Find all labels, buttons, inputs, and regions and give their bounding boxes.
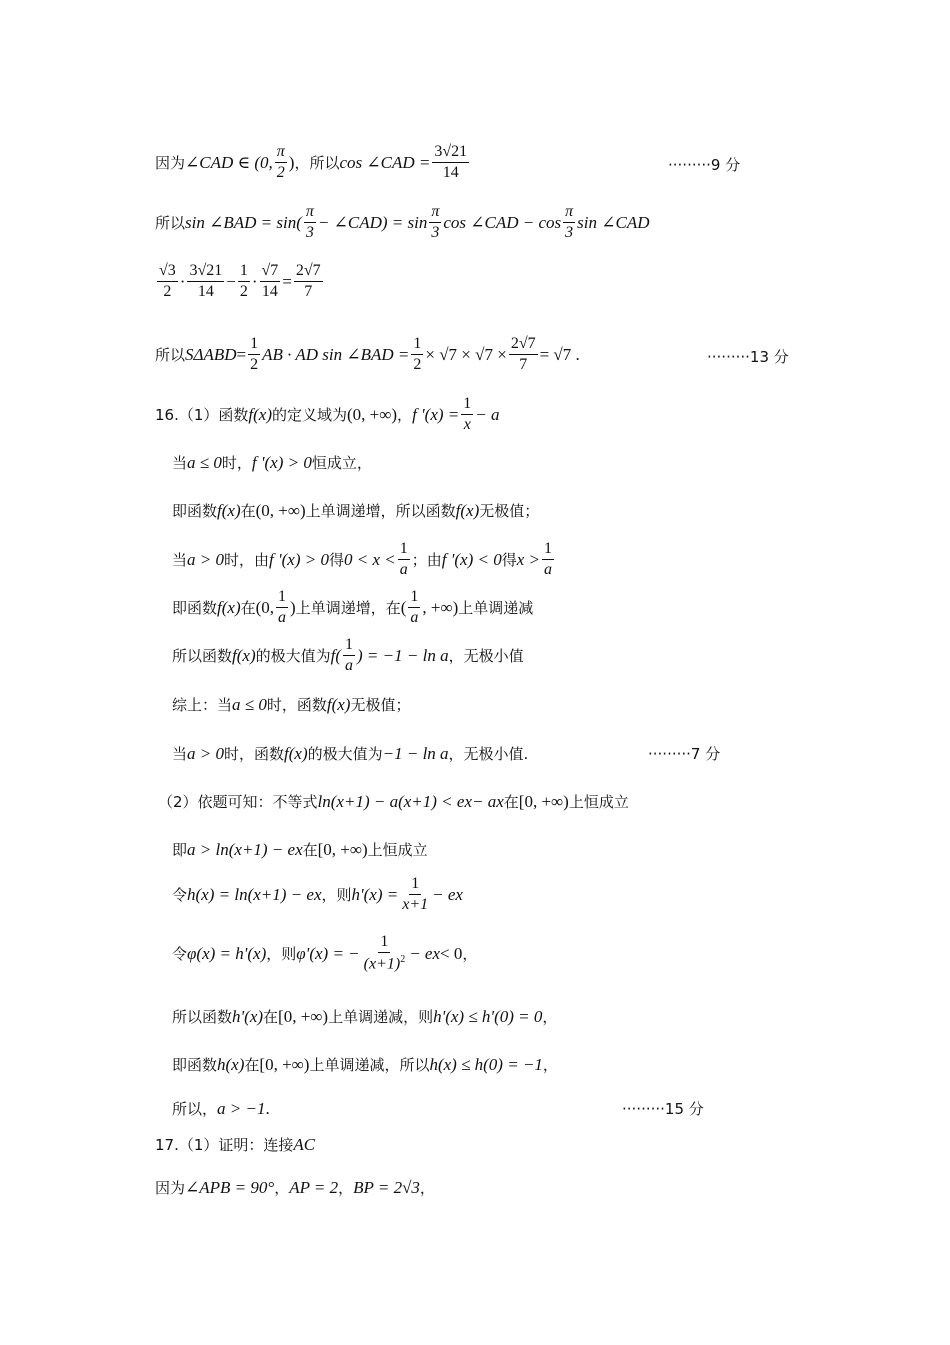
line-cos-cad: [155, 143, 471, 183]
text: ，: [419, 1179, 435, 1197]
denominator: 14: [261, 283, 278, 301]
text: 的定义域为: [272, 406, 348, 425]
math: AC: [293, 1134, 316, 1154]
text: ，: [542, 1008, 558, 1026]
line-area: [155, 335, 580, 375]
numerator: π: [563, 203, 575, 223]
line-equivalent: [172, 839, 428, 860]
text: ，: [542, 1056, 558, 1074]
fraction: [398, 540, 410, 580]
denominator: a: [345, 657, 354, 675]
text: 在: [503, 793, 519, 811]
text: 所以，: [172, 1100, 218, 1118]
math: (0, +∞): [255, 500, 306, 520]
numerator: 1: [542, 540, 554, 560]
text: ，则: [266, 945, 297, 964]
denominator: x+1: [402, 896, 429, 914]
math: cos ∠CAD =: [339, 152, 431, 172]
text: 综上：当: [172, 696, 233, 714]
score-mark: ·········15 分: [622, 1100, 704, 1118]
denominator: 2: [250, 356, 259, 374]
denominator: 3: [565, 224, 574, 242]
denominator: a: [399, 561, 408, 579]
numerator: 1: [398, 540, 410, 560]
math: h'(x) =: [351, 884, 399, 904]
numerator: 1: [248, 335, 260, 355]
math: AB · AD sin ∠BAD =: [262, 344, 410, 364]
line-increasing: [172, 500, 539, 521]
text: ，无极小值: [448, 647, 524, 666]
fraction: [362, 933, 408, 974]
numerator: 1: [408, 588, 420, 608]
line-product: [155, 262, 325, 302]
text: ，所以: [294, 154, 340, 173]
math: − ∠CAD) = sin: [317, 212, 428, 232]
fraction: [275, 143, 287, 183]
math: (0, +∞): [347, 404, 398, 424]
numerator: 1: [409, 875, 421, 895]
text: 时，: [221, 454, 252, 472]
text: 所以函数: [172, 1008, 233, 1026]
text: 16.（1）函数: [155, 406, 249, 425]
math: ∠APB = 90°: [185, 1177, 275, 1197]
fraction: [187, 262, 224, 302]
text: .: [265, 1098, 270, 1118]
text: 即: [172, 841, 188, 859]
math: a > −1: [217, 1098, 266, 1118]
math: h(x) ≤ h(0) = −1: [429, 1054, 543, 1074]
math: f(x): [217, 597, 241, 617]
math: f(x): [248, 404, 272, 424]
denominator-base: (x+1): [363, 955, 401, 973]
fraction: [563, 203, 575, 243]
math: h'(x): [232, 1006, 264, 1026]
text: 得: [501, 551, 517, 570]
math: − e: [432, 884, 456, 904]
math: f(x): [232, 645, 256, 665]
line-conclusion: [172, 1098, 270, 1119]
math: f(x): [284, 743, 308, 763]
line-h-prime-decreasing: [172, 1006, 557, 1027]
text: ，: [274, 1179, 290, 1197]
math: BP = 2√3: [353, 1177, 420, 1197]
operator: ·: [251, 271, 258, 291]
denominator-exponent: 2: [400, 954, 406, 966]
superscript: x: [313, 884, 322, 904]
text: 的极大值为: [255, 647, 331, 666]
math: < 0: [440, 943, 463, 963]
text: 上单调递减，则: [328, 1008, 434, 1026]
fraction: [432, 143, 469, 183]
text: 的极大值为: [307, 745, 383, 763]
denominator: 2: [276, 164, 285, 182]
math: [0, +∞): [278, 1006, 329, 1026]
numerator: π: [275, 143, 287, 163]
numerator: π: [304, 203, 316, 223]
text: 时，由: [224, 551, 270, 570]
fraction: [542, 540, 554, 580]
line-max-value: [172, 636, 524, 676]
math: f '(x) =: [412, 404, 460, 424]
math: cos ∠CAD − cos: [443, 212, 562, 232]
line-define-h: [172, 875, 463, 915]
text: ，无极小值.: [448, 745, 529, 763]
fraction: [411, 335, 423, 375]
fraction: [429, 203, 441, 243]
text: 时，函数: [224, 745, 285, 763]
math: − a: [475, 404, 500, 424]
line-16-2: [158, 791, 629, 812]
text: 在: [244, 1056, 260, 1074]
math: a ≤ 0: [187, 452, 222, 472]
text: 当: [172, 551, 188, 570]
denominator: 7: [519, 356, 528, 374]
denominator: 2: [413, 356, 422, 374]
text: 无极值；: [350, 696, 411, 714]
superscript: x: [455, 884, 463, 904]
math: (0,: [255, 597, 275, 617]
text: ，: [338, 1179, 354, 1197]
text: ，: [462, 945, 478, 964]
math: ) = −1 − ln a: [357, 645, 449, 665]
math: f(x): [455, 500, 480, 520]
fraction: [238, 262, 250, 302]
text: 17.（1）证明：连接: [155, 1136, 294, 1154]
text: ；由: [411, 551, 442, 570]
line-summary-1: [172, 694, 410, 715]
text: 上恒成立: [568, 793, 629, 811]
denominator: 14: [197, 283, 214, 301]
line-17-1: [155, 1134, 315, 1155]
math: AP = 2: [289, 1177, 339, 1197]
superscript: x: [432, 943, 441, 963]
math: ): [288, 152, 295, 172]
text: 上单调递增，所以函数: [305, 502, 456, 520]
text: 所以: [155, 214, 186, 233]
line-summary-2: [172, 743, 528, 764]
line-monotonic: [172, 588, 533, 628]
math: = √7 .: [539, 344, 580, 364]
math: (: [400, 597, 407, 617]
operator: =: [282, 271, 292, 291]
math: − e: [409, 943, 433, 963]
denominator: 14: [442, 164, 459, 182]
text: 即函数: [172, 599, 218, 618]
math: h'(x) ≤ h'(0) = 0: [433, 1006, 543, 1026]
math: S: [185, 344, 194, 364]
text: 上单调递增，在: [295, 599, 401, 618]
denominator: 3: [305, 224, 314, 242]
math: x >: [516, 549, 540, 569]
numerator: 1: [378, 933, 390, 953]
text: 令: [172, 886, 188, 905]
math: [0, +∞): [259, 1054, 310, 1074]
numerator: 3√21: [432, 143, 469, 163]
operator: ·: [179, 271, 186, 291]
superscript: x: [295, 839, 303, 859]
denominator: 2: [163, 283, 172, 301]
text: 所以: [155, 346, 186, 365]
fraction: [400, 875, 430, 915]
math: a > 0: [187, 743, 224, 763]
math: ln(x+1) − a(x+1) < e: [317, 791, 465, 811]
numerator: 2√7: [294, 262, 323, 282]
fraction: [304, 203, 316, 243]
text: 得: [328, 551, 344, 570]
math: a > 0: [187, 549, 224, 569]
numerator: √7: [260, 262, 281, 282]
text: 上单调递减，所以: [309, 1056, 430, 1074]
fraction: [461, 395, 473, 435]
numerator: π: [429, 203, 441, 223]
numerator: 1: [461, 395, 473, 415]
denominator: a: [278, 609, 287, 627]
numerator: 1: [343, 636, 355, 656]
math: f '(x) > 0: [251, 452, 312, 472]
text: 上恒成立: [367, 841, 428, 859]
math: h(x) = ln(x+1) − e: [187, 884, 314, 904]
line-sin-bad: [155, 203, 650, 243]
math: f '(x) > 0: [269, 549, 329, 569]
fraction: [276, 588, 288, 628]
math: sin ∠CAD: [577, 212, 650, 232]
math: f '(x) < 0: [441, 549, 502, 569]
superscript: x: [464, 791, 472, 811]
fraction: [248, 335, 260, 375]
math: h(x): [217, 1054, 245, 1074]
line-case-a-le-0: [172, 452, 372, 473]
math: f(x): [326, 694, 351, 714]
numerator: 3√21: [187, 262, 224, 282]
text: 上单调递减: [458, 599, 534, 618]
denominator: 3: [431, 224, 440, 242]
subscript: ΔABD: [193, 344, 237, 364]
math: sin ∠BAD = sin(: [185, 212, 302, 232]
denominator: x: [463, 416, 471, 434]
numerator: 2√7: [509, 335, 538, 355]
math: φ(x) = h'(x): [187, 943, 267, 963]
score-mark: ·········9 分: [668, 156, 741, 174]
text: 因为: [155, 1179, 186, 1197]
line-given: [155, 1177, 435, 1198]
math: f(x): [217, 500, 241, 520]
text: 即函数: [172, 502, 218, 520]
fraction: [157, 262, 178, 302]
math: − ax: [471, 791, 504, 811]
denominator: a: [544, 561, 552, 579]
math: f(: [330, 645, 342, 665]
math: [0, +∞): [518, 791, 569, 811]
math: ∠CAD ∈ (0,: [185, 152, 273, 172]
numerator: 1: [411, 335, 423, 355]
text: 当: [172, 745, 188, 763]
text: ，则: [321, 886, 352, 905]
math: , +∞): [422, 597, 459, 617]
numerator: √3: [157, 262, 178, 282]
math: × √7 × √7 ×: [425, 344, 507, 364]
text: 在: [240, 502, 256, 520]
fraction: [260, 262, 281, 302]
math: 0 < x <: [343, 549, 396, 569]
text: 所以函数: [172, 647, 233, 666]
math: φ'(x) = −: [296, 943, 360, 963]
math: ): [290, 597, 296, 617]
numerator: 1: [276, 588, 288, 608]
text: 当: [172, 454, 188, 472]
text: 即函数: [172, 1056, 218, 1074]
fraction: [509, 335, 538, 375]
text: 令: [172, 945, 188, 964]
text: 恒成立，: [311, 454, 372, 472]
math: =: [236, 344, 247, 364]
math: −1 − ln a: [382, 743, 449, 763]
line-16-1: [155, 395, 500, 435]
math: a ≤ 0: [232, 694, 267, 714]
math: a > ln(x+1) − e: [187, 839, 296, 859]
denominator: [362, 953, 408, 974]
line-h-decreasing: [172, 1054, 558, 1075]
line-define-phi: [172, 933, 477, 974]
text: （2）依题可知：不等式: [158, 793, 318, 811]
denominator: a: [410, 609, 419, 627]
text: ，: [397, 406, 413, 425]
fraction: [408, 588, 420, 628]
fraction: [343, 636, 355, 676]
denominator: 7: [304, 283, 313, 301]
text: 在: [302, 841, 318, 859]
text: 在: [240, 599, 256, 618]
text: 无极值；: [479, 502, 540, 520]
operator: −: [226, 271, 236, 291]
fraction: [294, 262, 323, 302]
text: 在: [263, 1008, 279, 1026]
score-mark: ·········7 分: [648, 745, 721, 763]
text: 因为: [155, 154, 186, 173]
numerator: 1: [238, 262, 250, 282]
score-mark: ·········13 分: [707, 348, 789, 366]
math: [0, +∞): [317, 839, 368, 859]
line-case-a-gt-0: [172, 540, 556, 580]
text: 时，函数: [266, 696, 327, 714]
denominator: 2: [239, 283, 248, 301]
